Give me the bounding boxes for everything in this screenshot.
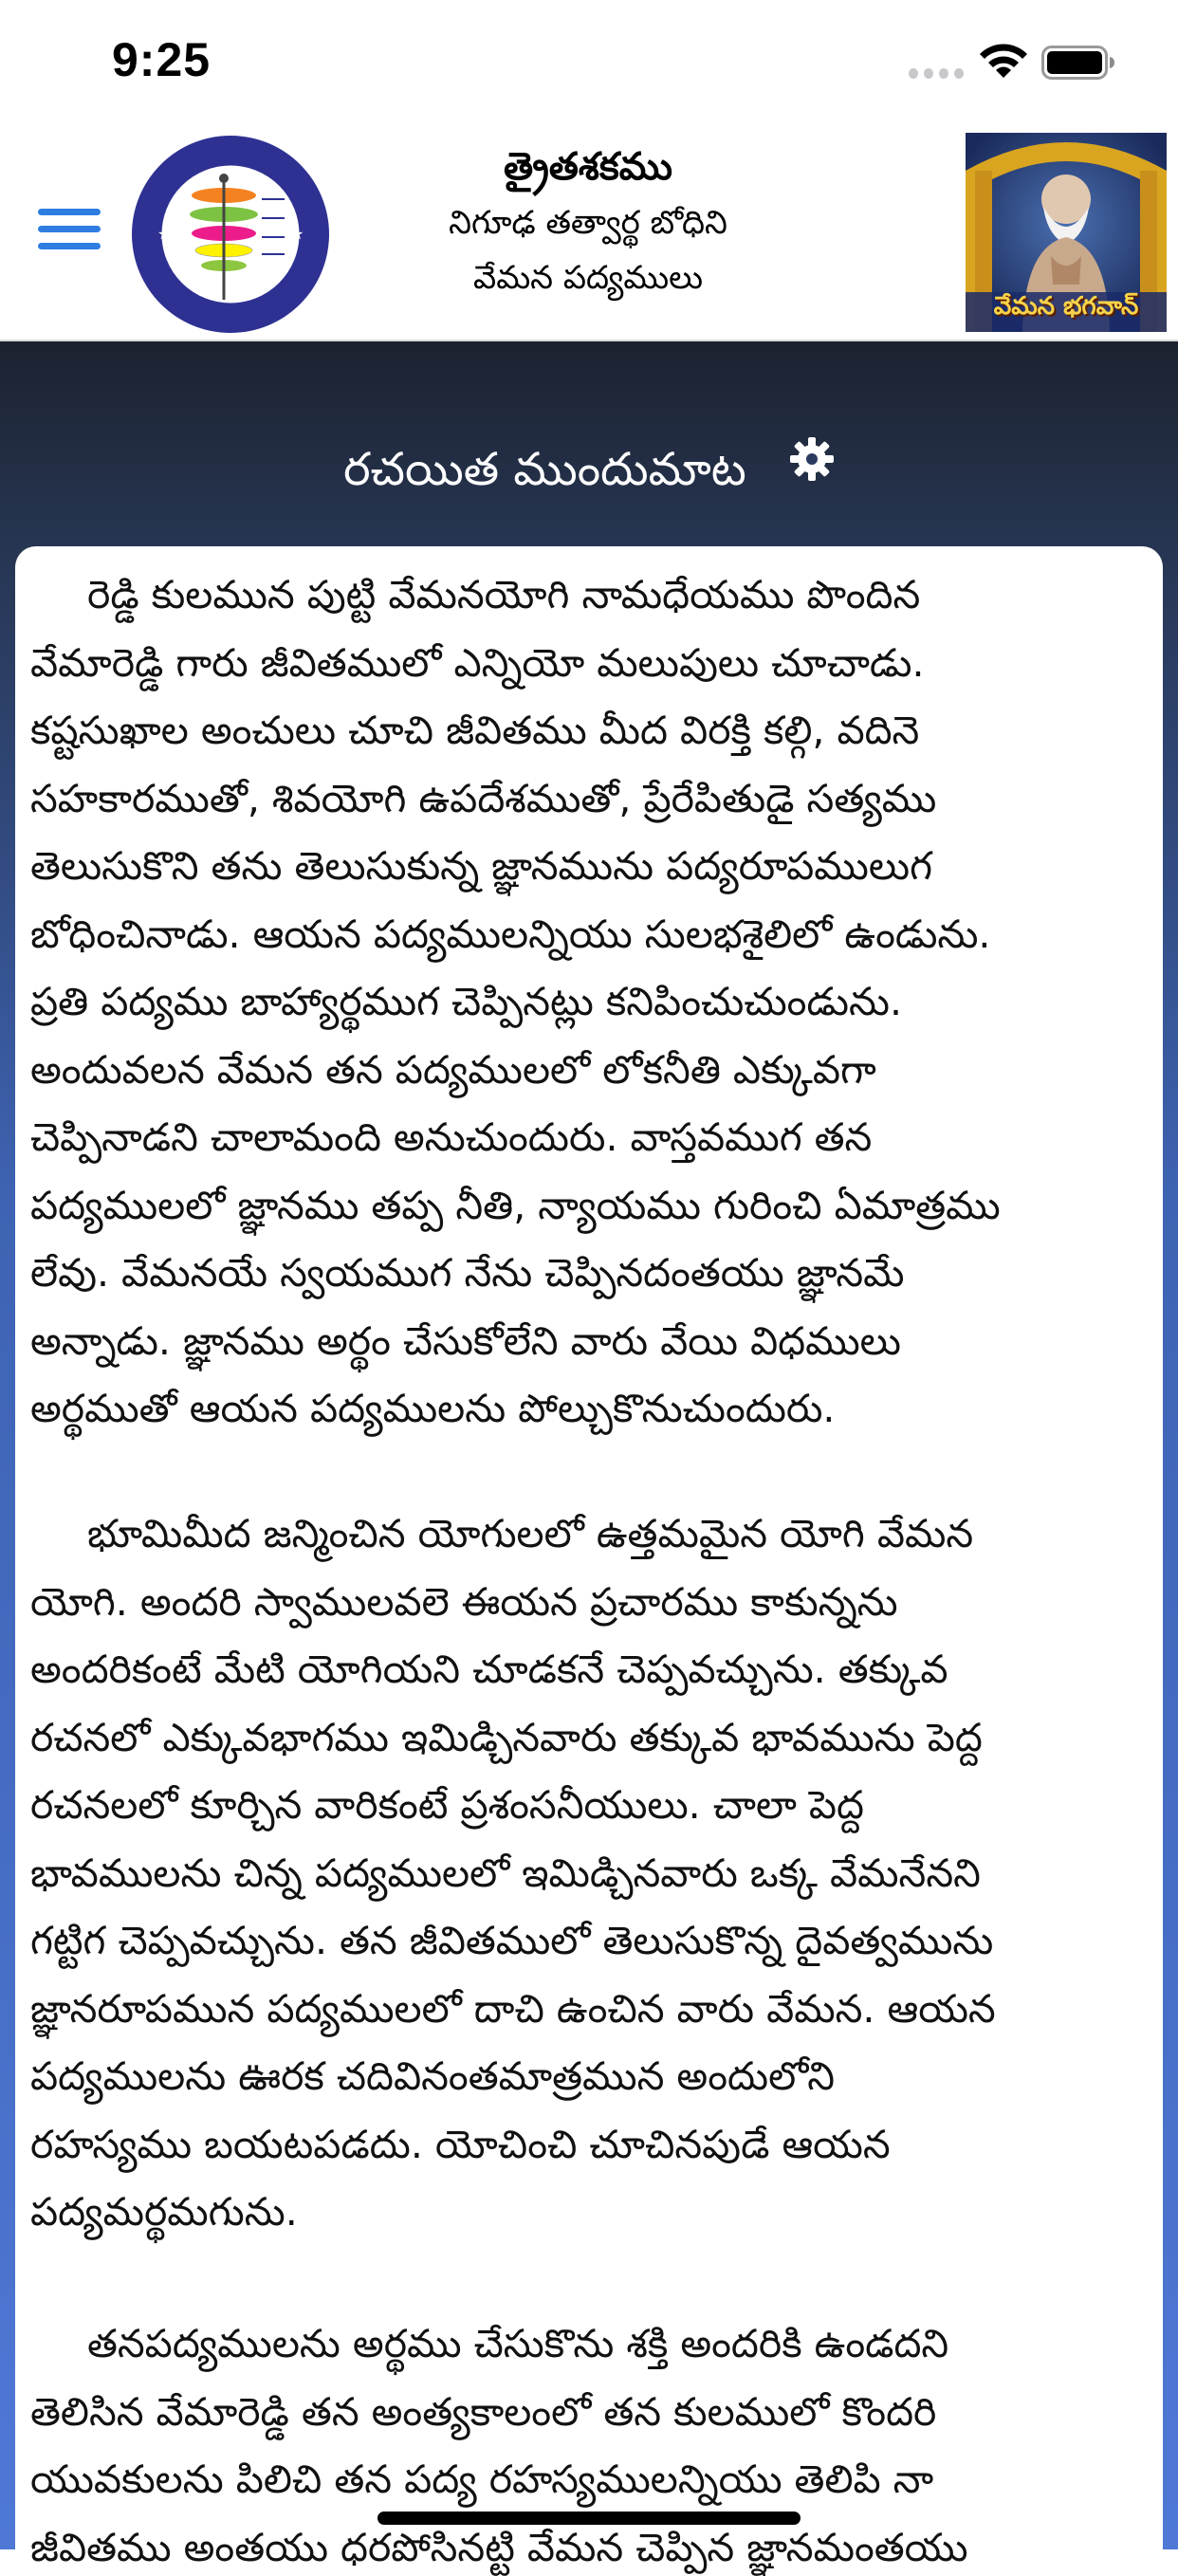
organization-logo [129, 133, 332, 336]
text-line: రెడ్డి కులమున పుట్టి వేమనయోగి నామధేయము పొందిన [30, 561, 1163, 630]
text-line: తెలుసుకొని తను తెలుసుకున్న జ్ఞానమును పద్యరూపములుగ [30, 833, 1163, 901]
app-title: త్రైతశకము [398, 138, 778, 195]
vemana-portrait-image [966, 133, 1167, 332]
text-line: అందువలన వేమన తన పద్యములలో లోకనీతి ఎక్కువగా [30, 1037, 1163, 1105]
text-line: కష్టసుఖాల అంచులు చూచి జీవితము మీద విరక్తి కల్గి, వదినె [30, 697, 1163, 765]
text-line: యోగి. అందరి స్వాములవలె ఈయన ప్రచారము కాకున్నను [30, 1569, 1163, 1637]
text-line: యువకులను పిలిచి తన పద్య రహస్యములన్నియు తెలిపి నా [30, 2446, 1163, 2514]
preface-paragraph-3 [15, 2310, 1163, 2576]
preface-paragraph-1 [15, 561, 1163, 1444]
text-line: సహకారముతో, శివయోగి ఉపదేశముతో, ప్రేరేపితుడై సత్యము [30, 765, 1163, 834]
text-line: భూమిమీద జన్మించిన యోగులలో ఉత్తమమైన యోగి వేమన [30, 1500, 1163, 1569]
text-line: అన్నాడు. జ్ఞానము అర్థం చేసుకోలేని వారు వేయి విధములు [30, 1308, 1163, 1376]
text-line: వేమారెడ్డి గారు జీవితములో ఎన్నియో మలుపులు చూచాడు. [30, 630, 1163, 698]
gear-icon[interactable] [789, 436, 835, 482]
section-heading [0, 436, 1178, 503]
wifi-icon [977, 42, 1030, 82]
text-line: జ్ఞానరూపమున పద్యములలో దాచి ఉంచిన వారు వేమన. ఆయన [30, 1976, 1163, 2044]
text-line: గట్టిగ చెప్పవచ్చును. తన జీవితములో తెలుసుకొన్న దైవత్వమును [30, 1907, 1163, 1976]
text-line: అర్థముతో ఆయన పద్యములను పోల్చుకొనుచుందురు. [30, 1375, 1163, 1444]
text-line: లేవు. వేమనయే స్వయముగ నేను చెప్పినదంతయు జ్ఞానమే [30, 1240, 1163, 1308]
text-line: పద్యములను ఊరక చదివినంతమాత్రమున అందులోని [30, 2043, 1163, 2111]
text-line: తెలిసిన వేమారెడ్డి తన అంత్యకాలంలో తన కులములో కొందరి [30, 2379, 1163, 2447]
text-line: భావములను చిన్న పద్యములలో ఇమిడ్చినవారు ఒక్క వేమనేనని [30, 1840, 1163, 1908]
app-subtitle-secondary: వేమన పద్యములు [398, 250, 778, 305]
text-line: జీవితము అంతయు ధరపోసినట్టి వేమన చెప్పిన జ్ఞానమంతయు [30, 2514, 1163, 2576]
text-line: రహస్యము బయటపడదు. యోచించి చూచినపుడే ఆయన [30, 2111, 1163, 2180]
home-indicator[interactable] [377, 2512, 801, 2525]
cellular-signal-icon [909, 68, 964, 82]
battery-icon [1041, 46, 1115, 80]
text-line: అందరికంటే మేటి యోగియని చూడకనే చెప్పవచ్చును. తక్కువ [30, 1636, 1163, 1704]
text-line: రచనలో ఎక్కువభాగము ఇమిడ్చినవారు తక్కువ భావమును పెద్ద [30, 1704, 1163, 1773]
text-line: పద్యమర్థమగును. [30, 2179, 1163, 2247]
hamburger-menu-icon[interactable] [38, 209, 101, 254]
text-line: పద్యములలో జ్ఞానము తప్ప నీతి, న్యాయము గురించి ఏమాత్రము [30, 1172, 1163, 1241]
section-title: రచయిత ముందుమాట [343, 436, 746, 503]
preface-paragraph-2 [15, 1500, 1163, 2247]
header-titles [398, 138, 778, 305]
status-time: 9:25 [112, 32, 211, 87]
preface-text-card[interactable] [15, 546, 1163, 2576]
text-line: రచనలలో కూర్చిన వారికంటే ప్రశంసనీయులు. చాలా పెద్ద [30, 1772, 1163, 1840]
text-line: ప్రతి పద్యము బాహ్యార్థముగ చెప్పినట్లు కనిపించుచుండును. [30, 968, 1163, 1037]
svg-text:★: ★ [290, 225, 304, 243]
app-header [0, 123, 1178, 341]
text-line: బోధించినాడు. ఆయన పద్యములన్నియు సులభశైలిలో ఉండును. [30, 901, 1163, 969]
text-line: తనపద్యములను అర్థము చేసుకొను శక్తి అందరికి ఉండదని [30, 2310, 1163, 2379]
text-line: చెప్పినాడని చాలామంది అనుచుందురు. వాస్తవముగ తన [30, 1104, 1163, 1172]
svg-text:★: ★ [157, 225, 171, 243]
status-bar [0, 0, 1178, 123]
app-subtitle: నిగూఢ తత్వార్థ బోధిని [398, 195, 778, 250]
portrait-caption: వేమన భగవాన్ [966, 292, 1167, 326]
